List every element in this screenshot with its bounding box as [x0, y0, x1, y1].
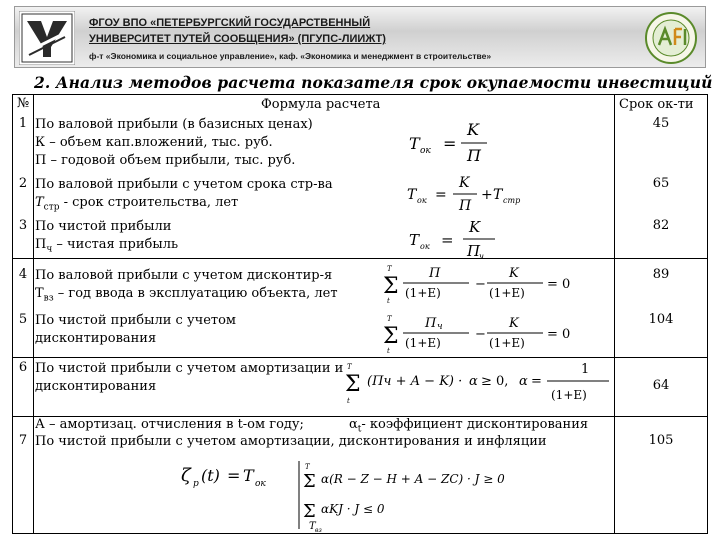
- formula-2: [405, 175, 535, 215]
- row-text: К – объем кап.вложений, тыс. руб.: [35, 135, 273, 150]
- formula-symbol: ч: [437, 322, 443, 332]
- table-row-divider: [13, 357, 707, 358]
- row-text: По валовой прибыли с учетом дисконтир-я: [35, 268, 333, 283]
- row-text: дисконтирования: [35, 331, 157, 346]
- formula-symbol: Σ: [345, 372, 361, 397]
- col-header-number: №: [16, 96, 30, 111]
- formula-symbol: Σ: [303, 471, 316, 492]
- svg-text:=: =: [443, 134, 457, 153]
- formula-symbol: α: [469, 374, 478, 389]
- formula-symbol: ок: [417, 196, 427, 205]
- formula-symbol: = 0: [547, 327, 571, 342]
- svg-text:(1+E): (1+E): [489, 286, 525, 300]
- formula-symbol: K: [459, 175, 470, 191]
- col-header-value: Срок ок-ти: [619, 97, 694, 112]
- svg-text:=: =: [227, 466, 241, 485]
- formula-symbol: П: [459, 198, 472, 214]
- formula-symbol: П: [467, 146, 481, 163]
- formula-symbol: T: [347, 363, 352, 371]
- department-emblem-icon: [641, 11, 701, 65]
- formula-symbol: p: [193, 479, 199, 489]
- formula-symbol: Σ: [303, 501, 316, 522]
- formula-symbol: α: [519, 374, 528, 389]
- formula-symbol: K: [467, 120, 479, 139]
- formula-symbol: стр: [503, 196, 521, 205]
- row-text: По валовой прибыли с учетом срока стр-ва: [35, 177, 333, 192]
- row-text: По чистой прибыли с учетом: [35, 313, 237, 328]
- formula-symbol: ≥ 0,: [481, 374, 509, 389]
- formula-symbol: П: [425, 316, 437, 331]
- formula-symbol: T: [493, 187, 503, 203]
- row-text: По валовой прибыли (в базисных ценах): [35, 117, 313, 132]
- formula-symbol: K: [509, 316, 519, 331]
- row-number: 7: [18, 433, 28, 448]
- svg-text:=: =: [435, 187, 447, 203]
- svg-text:(1+E): (1+E): [489, 336, 525, 350]
- formula-7-left: [179, 457, 299, 497]
- svg-text:αKJ · J ≤ 0: αKJ · J ≤ 0: [321, 502, 385, 516]
- formula-symbol: П: [429, 266, 441, 281]
- row-number: 6: [18, 360, 28, 375]
- row-note: А – амортизац. отчисления в t-ом году;: [35, 417, 304, 432]
- svg-text:T: T: [309, 521, 316, 532]
- formula-symbol: T: [305, 463, 310, 471]
- formula-5: [383, 311, 583, 357]
- row-number: 3: [18, 218, 28, 233]
- formula-symbol: ок: [420, 242, 430, 251]
- header-line-1: ФГОУ ВПО «ПЕТЕРБУРГСКИЙ ГОСУДАРСТВЕННЫЙ: [89, 17, 371, 29]
- formula-6: [345, 359, 611, 409]
- formula-symbol: t: [387, 297, 390, 305]
- row-number: 1: [18, 116, 28, 131]
- formula-symbol: K: [469, 218, 481, 236]
- formula-7-right: [295, 457, 595, 533]
- payback-value: 65: [652, 176, 670, 191]
- formula-symbol: П: [467, 242, 481, 259]
- formula-symbol: ζ: [181, 465, 191, 486]
- svg-text:(1+E): (1+E): [405, 336, 441, 350]
- formula-symbol: K: [509, 266, 519, 281]
- formula-symbol: ок: [255, 479, 266, 489]
- row-number: 2: [18, 176, 28, 191]
- svg-text:(1+E): (1+E): [551, 388, 587, 402]
- payback-value: 45: [652, 116, 670, 131]
- row-text: По чистой прибыли: [35, 219, 172, 234]
- svg-text:=: =: [531, 374, 542, 389]
- formula-symbol: t: [387, 347, 390, 355]
- formula-symbol: = 0: [547, 277, 571, 292]
- svg-text:(t): (t): [201, 466, 220, 485]
- formula-3: [407, 217, 507, 259]
- header-line-2: УНИВЕРСИТЕТ ПУТЕЙ СООБЩЕНИЯ» (ПГУПС-ЛИИЖТ): [89, 33, 386, 45]
- row-text: П – годовой объем прибыли, тыс. руб.: [35, 153, 296, 168]
- formula-symbol: T: [387, 315, 392, 323]
- svg-text:=: =: [441, 231, 454, 249]
- row-text: $П_ч$ – чистая прибыль: [35, 237, 179, 255]
- payback-value: 64: [652, 378, 670, 393]
- page-subtitle: 2. Анализ методов расчета показателя срок окупаемости инвестиций: [34, 73, 713, 92]
- formula-symbol: вз: [315, 527, 322, 533]
- formula-symbol: T: [387, 265, 392, 273]
- header-banner: [14, 6, 706, 68]
- row-text: По чистой прибыли с учетом амортизации, дисконтирования и инфляции: [35, 434, 547, 449]
- row-number: 5: [18, 312, 28, 327]
- formula-symbol: ок: [420, 146, 431, 156]
- svg-text:(1+E): (1+E): [405, 286, 441, 300]
- formula-symbol: Σ: [383, 274, 399, 299]
- payback-value: 105: [648, 433, 674, 448]
- row-text: $Т_{стр}$ - срок строительства, лет: [35, 195, 239, 213]
- row-text: $Т_{вз}$ – год ввода в эксплуатацию объекта, лет: [35, 286, 338, 304]
- payback-value: 82: [652, 218, 670, 233]
- formula-symbol: ч: [479, 252, 484, 259]
- row-text: дисконтирования: [35, 379, 157, 394]
- formula-symbol: Σ: [383, 324, 399, 349]
- payback-value: 104: [648, 312, 674, 327]
- formula-symbol: 1: [581, 362, 590, 377]
- formula-symbol: t: [347, 397, 350, 405]
- svg-text:α(R − Z − Н + A − ZC) · J ≥ 0: α(R − Z − Н + A − ZC) · J ≥ 0: [321, 472, 505, 486]
- col-header-formula: Формула расчета: [261, 97, 381, 112]
- formula-1: [407, 119, 497, 163]
- formula-symbol: T: [409, 231, 420, 249]
- formula-symbol: T: [407, 187, 417, 203]
- formula-table: [12, 94, 708, 534]
- university-logo-icon: [19, 11, 75, 65]
- header-line-3: ф-т «Экономика и социальное управление», каф. «Экономика и менеджмент в строительстве»: [89, 51, 492, 61]
- row-number: 4: [18, 267, 28, 282]
- row-note: $\alpha_t-$ коэффициент дисконтирования: [349, 417, 589, 435]
- formula-symbol: T: [409, 134, 420, 153]
- payback-value: 89: [652, 267, 670, 282]
- svg-text:−: −: [475, 277, 486, 292]
- row-text: По чистой прибыли с учетом амортизации и: [35, 361, 344, 376]
- formula-symbol: T: [243, 466, 254, 485]
- table-col-divider: [33, 95, 34, 533]
- formula-4: [383, 261, 583, 305]
- svg-text:+: +: [481, 187, 493, 203]
- svg-text:(Пч + A − K) ·: (Пч + A − K) ·: [367, 374, 463, 389]
- svg-text:−: −: [475, 327, 486, 342]
